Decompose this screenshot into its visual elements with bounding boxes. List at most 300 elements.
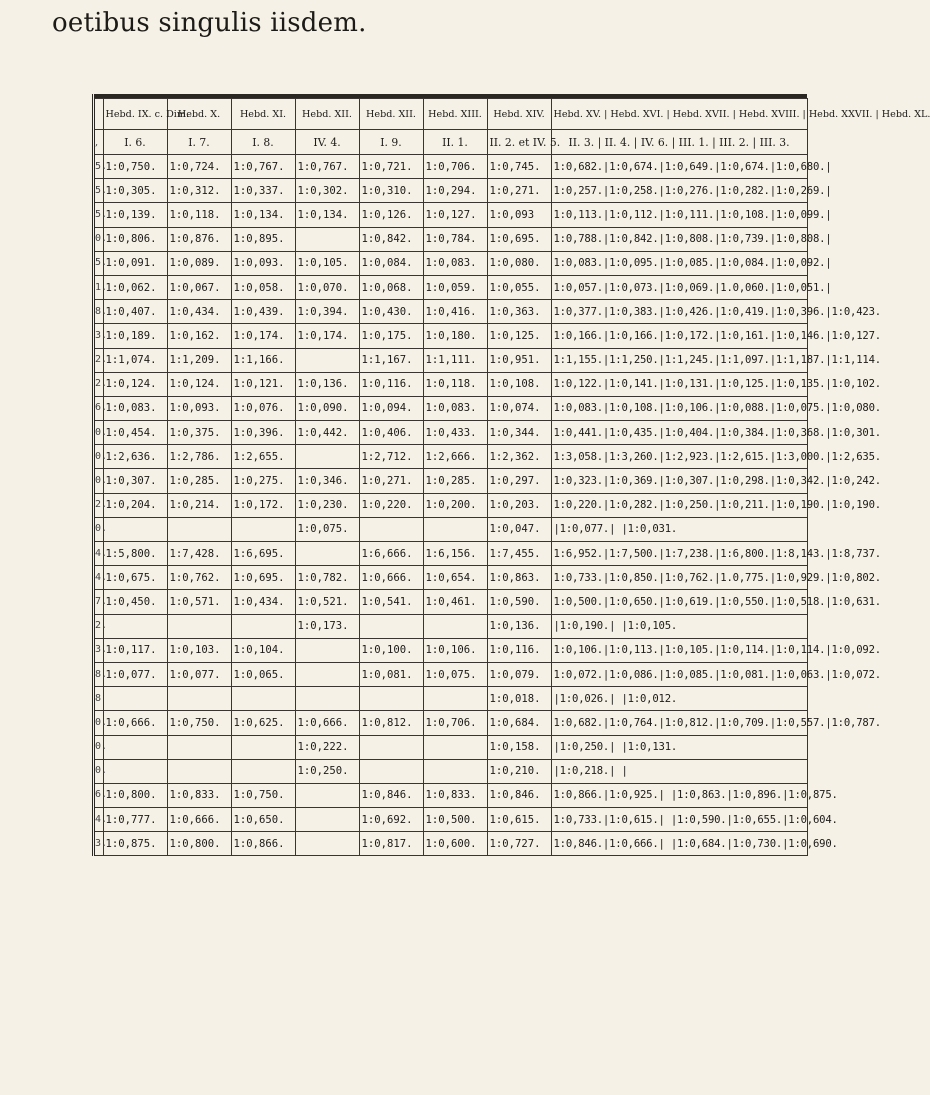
row-number: 1. bbox=[95, 275, 103, 299]
class-label: II. 3. | II. 4. | IV. 6. | III. 1. | III. 2. | III. 3. bbox=[551, 130, 807, 155]
ratio-cell: 1:0,337. bbox=[231, 179, 295, 203]
class-label: I. 8. bbox=[231, 130, 295, 155]
ratio-cell: 1:0,846. bbox=[359, 783, 423, 807]
ratio-sequence-cell: 1:0,866.|1:0,925.| |1:0,863.|1:0,896.|1:0,875. bbox=[551, 783, 807, 807]
ratio-cell: 1:0,500. bbox=[423, 808, 487, 832]
ratio-cell: 1:0,312. bbox=[167, 179, 231, 203]
ratio-cell: 1:0,075. bbox=[423, 662, 487, 686]
ratio-cell bbox=[423, 517, 487, 541]
row-number: 5. bbox=[95, 203, 103, 227]
ratio-cell: 1:0,846. bbox=[487, 783, 551, 807]
ratio-sequence-cell: 1:6,952.|1:7,500.|1:7,238.|1:6,800.|1:8,143.|1:8,737. bbox=[551, 542, 807, 566]
ratio-cell bbox=[167, 614, 231, 638]
ratio-cell: 1:1,074. bbox=[103, 348, 167, 372]
table-row bbox=[95, 493, 807, 517]
row-number: 4. bbox=[95, 808, 103, 832]
row-number: 8. bbox=[95, 662, 103, 686]
ratio-cell bbox=[423, 759, 487, 783]
ratio-cell: 1:0,271. bbox=[487, 179, 551, 203]
ratio-cell: 1:0,745. bbox=[487, 155, 551, 179]
ratio-cell bbox=[359, 759, 423, 783]
row-number: 3. bbox=[95, 832, 103, 856]
ratio-cell: 1:0,433. bbox=[423, 421, 487, 445]
ratio-sequence-cell: |1:0,077.| |1:0,031. bbox=[551, 517, 807, 541]
ratio-cell: 1:0,875. bbox=[103, 832, 167, 856]
ratio-cell: 1:2,786. bbox=[167, 445, 231, 469]
ratio-cell: 1:0,727. bbox=[487, 832, 551, 856]
row-number: 2. bbox=[95, 372, 103, 396]
ratio-cell bbox=[231, 517, 295, 541]
ratio-sequence-cell: 1:0,083.|1:0,095.|1:0,085.|1:0,084.|1:0,092.| bbox=[551, 251, 807, 275]
ratio-cell bbox=[295, 542, 359, 566]
table-row bbox=[95, 155, 807, 179]
class-row-group bbox=[95, 130, 807, 155]
class-label: IV. 4. bbox=[295, 130, 359, 155]
row-number: 5. bbox=[95, 179, 103, 203]
ratio-cell: 1:0,294. bbox=[423, 179, 487, 203]
ratio-cell: 1:0,817. bbox=[359, 832, 423, 856]
ratio-cell bbox=[359, 687, 423, 711]
ratio-cell bbox=[231, 735, 295, 759]
ratio-cell: 1:0,346. bbox=[295, 469, 359, 493]
ratio-cell: 1:0,310. bbox=[359, 179, 423, 203]
ratio-cell: 1:0,363. bbox=[487, 300, 551, 324]
row-number: 0. bbox=[95, 711, 103, 735]
ratio-cell: 1:0,116. bbox=[487, 638, 551, 662]
ratio-cell: 1:0,866. bbox=[231, 832, 295, 856]
ratio-cell: 1:0,117. bbox=[103, 638, 167, 662]
ratio-cell: 1:7,455. bbox=[487, 542, 551, 566]
ratio-cell bbox=[167, 735, 231, 759]
ratio-cell: 1:7,428. bbox=[167, 542, 231, 566]
table-row bbox=[95, 227, 807, 251]
column-header: Hebd. XV. | Hebd. XVI. | Hebd. XVII. | Hebd. XVIII. | Hebd. XXVII. | Hebd. XL. bbox=[551, 99, 807, 130]
ratio-cell: 1:0,106. bbox=[423, 638, 487, 662]
table-row bbox=[95, 348, 807, 372]
page-heading: oetibus singulis iisdem. bbox=[52, 8, 367, 38]
class-label: I. 6. bbox=[103, 130, 167, 155]
table-row bbox=[95, 517, 807, 541]
ratio-cell: 1:0,800. bbox=[103, 783, 167, 807]
ratio-cell: 1:2,636. bbox=[103, 445, 167, 469]
ratio-cell: 1:0,706. bbox=[423, 155, 487, 179]
ratio-cell: 1:0,091. bbox=[103, 251, 167, 275]
row-number: 2. bbox=[95, 493, 103, 517]
ratio-cell: 1:0,302. bbox=[295, 179, 359, 203]
ratio-cell bbox=[295, 662, 359, 686]
class-label: II. 2. et IV. 5. bbox=[487, 130, 551, 155]
table-row bbox=[95, 662, 807, 686]
row-number: 3. bbox=[95, 324, 103, 348]
ratio-cell: 1:0,895. bbox=[231, 227, 295, 251]
ratio-cell: 1:6,695. bbox=[231, 542, 295, 566]
ratio-cell: 1:0,065. bbox=[231, 662, 295, 686]
ratio-cell: 1:0,307. bbox=[103, 469, 167, 493]
ratio-cell: 1:0,450. bbox=[103, 590, 167, 614]
row-number: 0. bbox=[95, 759, 103, 783]
ratio-cell: 1:0,222. bbox=[295, 735, 359, 759]
ratio-cell: 1:0,105. bbox=[295, 251, 359, 275]
row-number: 7. bbox=[95, 590, 103, 614]
ratio-cell: 1:0,375. bbox=[167, 421, 231, 445]
row-number: 0. bbox=[95, 735, 103, 759]
ratio-cell: 1:0,666. bbox=[103, 711, 167, 735]
ratio-cell: 1:0,070. bbox=[295, 275, 359, 299]
ratio-cell: 1:0,571. bbox=[167, 590, 231, 614]
ratio-cell: 1:6,156. bbox=[423, 542, 487, 566]
ratio-cell bbox=[231, 759, 295, 783]
ratio-cell bbox=[359, 735, 423, 759]
ratio-cell bbox=[167, 517, 231, 541]
class-label: I. 7. bbox=[167, 130, 231, 155]
table-row bbox=[95, 445, 807, 469]
ratio-cell: 1:0,394. bbox=[295, 300, 359, 324]
row-number: 6. bbox=[95, 396, 103, 420]
table-row bbox=[95, 711, 807, 735]
ratio-cell: 1:0,692. bbox=[359, 808, 423, 832]
ratio-cell: 1:0,666. bbox=[295, 711, 359, 735]
ratio-cell: 1:0,174. bbox=[295, 324, 359, 348]
ratio-cell bbox=[103, 614, 167, 638]
ratio-sequence-cell: 1:0,733.|1:0,615.| |1:0,590.|1:0,655.|1:0,604. bbox=[551, 808, 807, 832]
ratio-cell: 1:0,434. bbox=[231, 590, 295, 614]
ratio-cell: 1:0,615. bbox=[487, 808, 551, 832]
row-number: 0. bbox=[95, 227, 103, 251]
ratio-cell: 1:1,209. bbox=[167, 348, 231, 372]
table-row bbox=[95, 783, 807, 807]
table-row bbox=[95, 614, 807, 638]
ratio-cell: 1:0,136. bbox=[487, 614, 551, 638]
ratio-sequence-cell: |1:0,250.| |1:0,131. bbox=[551, 735, 807, 759]
ratio-cell: 1:0,089. bbox=[167, 251, 231, 275]
table-row bbox=[95, 396, 807, 420]
ratio-cell: 1:0,139. bbox=[103, 203, 167, 227]
ratio-cell: 1:0,767. bbox=[231, 155, 295, 179]
ratio-cell: 1:0,093. bbox=[231, 251, 295, 275]
ratio-sequence-cell: 1:0,220.|1:0,282.|1:0,250.|1:0,211.|1:0,190.|1:0,190. bbox=[551, 493, 807, 517]
ratio-sequence-cell: 1:0,441.|1:0,435.|1:0,404.|1:0,384.|1:0,368.|1:0,301. bbox=[551, 421, 807, 445]
ratio-cell: 1:0,806. bbox=[103, 227, 167, 251]
row-number: 8 bbox=[95, 687, 103, 711]
row-number: 0. bbox=[95, 469, 103, 493]
ratio-cell: 1:0,136. bbox=[295, 372, 359, 396]
ratio-sequence-cell: 1:0,113.|1:0,112.|1:0,111.|1:0,108.|1:0,099.| bbox=[551, 203, 807, 227]
ratio-cell: 1:0,079. bbox=[487, 662, 551, 686]
ratio-cell: 1:0,951. bbox=[487, 348, 551, 372]
ratio-cell: 1:0,454. bbox=[103, 421, 167, 445]
header-row bbox=[95, 99, 807, 130]
ratio-cell bbox=[295, 227, 359, 251]
ratio-cell: 1:0,461. bbox=[423, 590, 487, 614]
table-row bbox=[95, 203, 807, 227]
ratio-cell bbox=[359, 614, 423, 638]
ratio-table-sheet bbox=[92, 94, 930, 856]
row-number: 0. bbox=[95, 421, 103, 445]
ratio-cell: 1:0,833. bbox=[423, 783, 487, 807]
ratio-cell bbox=[103, 759, 167, 783]
ratio-cell: 1:0,118. bbox=[423, 372, 487, 396]
ratio-cell: 1:0,124. bbox=[167, 372, 231, 396]
ratio-cell: 1:2,362. bbox=[487, 445, 551, 469]
ratio-sequence-cell: 1:0,500.|1:0,650.|1:0,619.|1:0,550.|1:0,518.|1:0,631. bbox=[551, 590, 807, 614]
ratio-cell: 1:0,090. bbox=[295, 396, 359, 420]
row-number: 0. bbox=[95, 517, 103, 541]
table-row bbox=[95, 300, 807, 324]
ratio-cell: 1:0,750. bbox=[103, 155, 167, 179]
ratio-cell bbox=[295, 783, 359, 807]
row-number: 4. bbox=[95, 566, 103, 590]
ratio-sequence-cell: 1:0,377.|1:0,383.|1:0,426.|1:0,419.|1:0,396.|1:0,423. bbox=[551, 300, 807, 324]
ratio-cell: 1:1,111. bbox=[423, 348, 487, 372]
ratio-cell: 1:0,442. bbox=[295, 421, 359, 445]
ratio-sequence-cell: 1:3,058.|1:3,260.|1:2,923.|1:2,615.|1:3,000.|1:2,635. bbox=[551, 445, 807, 469]
table-row bbox=[95, 421, 807, 445]
ratio-cell: 1:0,081. bbox=[359, 662, 423, 686]
ratio-cell: 1:0,210. bbox=[487, 759, 551, 783]
ratio-cell: 1:0,047. bbox=[487, 517, 551, 541]
ratio-cell: 1:0,203. bbox=[487, 493, 551, 517]
ratio-cell bbox=[167, 687, 231, 711]
row-number: 5. bbox=[95, 155, 103, 179]
ratio-cell: 1:0,127. bbox=[423, 203, 487, 227]
ratio-cell bbox=[423, 735, 487, 759]
ratio-cell: 1:0,695. bbox=[487, 227, 551, 251]
ratio-cell: 1:0,104. bbox=[231, 638, 295, 662]
ratio-cell bbox=[231, 687, 295, 711]
ratio-cell: 1:0,800. bbox=[167, 832, 231, 856]
ratio-cell bbox=[359, 517, 423, 541]
ratio-cell bbox=[295, 445, 359, 469]
ratio-cell bbox=[295, 808, 359, 832]
ratio-cell: 1:0,058. bbox=[231, 275, 295, 299]
ratio-cell: 1:0,600. bbox=[423, 832, 487, 856]
ratio-cell bbox=[103, 517, 167, 541]
ratio-cell: 1:0,666. bbox=[167, 808, 231, 832]
ratio-sequence-cell: 1:0,682.|1:0,674.|1:0,649.|1:0,674.|1:0,680.| bbox=[551, 155, 807, 179]
ratio-cell: 1:0,430. bbox=[359, 300, 423, 324]
ratio-cell: 1:0,271. bbox=[359, 469, 423, 493]
ratio-cell: 1:0,162. bbox=[167, 324, 231, 348]
ratio-cell: 1:0,121. bbox=[231, 372, 295, 396]
ratio-cell: 1:0,777. bbox=[103, 808, 167, 832]
ratio-cell: 1:0,118. bbox=[167, 203, 231, 227]
table-row bbox=[95, 275, 807, 299]
ratio-cell: 1:2,712. bbox=[359, 445, 423, 469]
ratio-sequence-cell: 1:0,072.|1:0,086.|1:0,085.|1:0,081.|1:0,063.|1:0,072. bbox=[551, 662, 807, 686]
ratio-cell: 1:0,083. bbox=[423, 396, 487, 420]
row-number: 6. bbox=[95, 783, 103, 807]
ratio-cell bbox=[295, 348, 359, 372]
ratio-cell bbox=[295, 687, 359, 711]
ratio-cell bbox=[231, 614, 295, 638]
ratio-cell: 1:0,416. bbox=[423, 300, 487, 324]
ratio-cell: 1:0,062. bbox=[103, 275, 167, 299]
row-number: 2. bbox=[95, 614, 103, 638]
ratio-cell: 1:0,625. bbox=[231, 711, 295, 735]
class-label: I. 9. bbox=[359, 130, 423, 155]
ratio-cell: 1:0,863. bbox=[487, 566, 551, 590]
ratio-cell: 1:6,666. bbox=[359, 542, 423, 566]
ratio-cell: 1:0,204. bbox=[103, 493, 167, 517]
ratio-sequence-cell: 1:0,257.|1:0,258.|1:0,276.|1:0,282.|1:0,269.| bbox=[551, 179, 807, 203]
ratio-cell: 1:0,103. bbox=[167, 638, 231, 662]
ratio-sequence-cell: 1:1,155.|1:1,250.|1:1,245.|1:1,097.|1:1,187.|1:1,114. bbox=[551, 348, 807, 372]
ratio-cell: 1:0,116. bbox=[359, 372, 423, 396]
ratio-cell: 1:0,075. bbox=[295, 517, 359, 541]
ratio-cell: 1:1,166. bbox=[231, 348, 295, 372]
row-number: 2. bbox=[95, 348, 103, 372]
ratio-cell: 1:0,093. bbox=[167, 396, 231, 420]
ratio-cell bbox=[423, 614, 487, 638]
ratio-cell: 1:0,059. bbox=[423, 275, 487, 299]
data-rows bbox=[95, 155, 881, 856]
column-header: Hebd. XIII. bbox=[423, 99, 487, 130]
ratio-cell: 1:0,173. bbox=[295, 614, 359, 638]
ratio-cell: 1:0,250. bbox=[295, 759, 359, 783]
table-row bbox=[95, 832, 807, 856]
ratio-cell: 1:0,100. bbox=[359, 638, 423, 662]
ratio-cell: 1:0,695. bbox=[231, 566, 295, 590]
ratio-cell bbox=[103, 687, 167, 711]
ratio-cell: 1:0,750. bbox=[167, 711, 231, 735]
ratio-cell: 1:0,305. bbox=[103, 179, 167, 203]
ratio-cell: 1:0,750. bbox=[231, 783, 295, 807]
table-row bbox=[95, 179, 807, 203]
ratio-cell: 1:0,275. bbox=[231, 469, 295, 493]
ratio-cell: 1:0,285. bbox=[423, 469, 487, 493]
ratio-cell: 1:0,084. bbox=[359, 251, 423, 275]
ratio-cell: 1:0,590. bbox=[487, 590, 551, 614]
ratio-cell: 1:0,083. bbox=[103, 396, 167, 420]
ratio-sequence-cell: 1:0,788.|1:0,842.|1:0,808.|1:0,739.|1:0,808.| bbox=[551, 227, 807, 251]
ratio-cell: 1:0,654. bbox=[423, 566, 487, 590]
ratio-cell: 1:0,067. bbox=[167, 275, 231, 299]
ratio-cell: 1:0,762. bbox=[167, 566, 231, 590]
ratio-cell: 1:0,068. bbox=[359, 275, 423, 299]
column-header: Hebd. XII. bbox=[295, 99, 359, 130]
ratio-sequence-cell: |1:0,026.| |1:0,012. bbox=[551, 687, 807, 711]
ratio-cell: 1:0,220. bbox=[359, 493, 423, 517]
column-header: Hebd. IX. c. Dim. bbox=[103, 99, 167, 130]
ratio-cell: 1:0,650. bbox=[231, 808, 295, 832]
ratio-cell: 1:0,782. bbox=[295, 566, 359, 590]
ratio-sequence-cell: 1:0,083.|1:0,108.|1:0,106.|1:0,088.|1:0,075.|1:0,080. bbox=[551, 396, 807, 420]
table-row bbox=[95, 638, 807, 662]
ratio-cell: 1:0,189. bbox=[103, 324, 167, 348]
ratio-cell bbox=[295, 638, 359, 662]
ratio-sequence-cell: |1:0,190.| |1:0,105. bbox=[551, 614, 807, 638]
ratio-cell: 1:0,724. bbox=[167, 155, 231, 179]
ratio-cell: 1:5,800. bbox=[103, 542, 167, 566]
ratio-cell: 1:0,055. bbox=[487, 275, 551, 299]
ratio-cell: 1:0,876. bbox=[167, 227, 231, 251]
ratio-cell: 1:2,655. bbox=[231, 445, 295, 469]
column-header: Hebd. X. bbox=[167, 99, 231, 130]
ratio-cell: 1:0,174. bbox=[231, 324, 295, 348]
ratio-cell: 1:0,842. bbox=[359, 227, 423, 251]
ratio-cell: 1:0,077. bbox=[103, 662, 167, 686]
ratio-cell: 1:0,406. bbox=[359, 421, 423, 445]
ratio-table bbox=[95, 98, 930, 856]
row-number: 8. bbox=[95, 300, 103, 324]
ratio-cell: 1:0,230. bbox=[295, 493, 359, 517]
ratio-cell: 1:0,285. bbox=[167, 469, 231, 493]
row-number: 4. bbox=[95, 542, 103, 566]
ratio-cell: 1:0,125. bbox=[487, 324, 551, 348]
ratio-sequence-cell: 1:0,057.|1:0,073.|1:0,069.|1.0,060.|1:0,051.| bbox=[551, 275, 807, 299]
ratio-cell: 1:0,706. bbox=[423, 711, 487, 735]
ratio-cell: 1:0,833. bbox=[167, 783, 231, 807]
row-number: , bbox=[95, 130, 103, 155]
table-row bbox=[95, 372, 807, 396]
ratio-cell: 1:0,126. bbox=[359, 203, 423, 227]
column-header: Hebd. XII. bbox=[359, 99, 423, 130]
table-row bbox=[95, 735, 807, 759]
ratio-cell: 1:0,812. bbox=[359, 711, 423, 735]
ratio-cell: 1:0,396. bbox=[231, 421, 295, 445]
ratio-sequence-cell: 1:0,733.|1:0,850.|1:0,762.|1.0,775.|1:0,929.|1:0,802. bbox=[551, 566, 807, 590]
ratio-sequence-cell: |1:0,218.| | bbox=[551, 759, 807, 783]
table-row bbox=[95, 469, 807, 493]
ratio-cell: 1:0,666. bbox=[359, 566, 423, 590]
ratio-cell bbox=[423, 687, 487, 711]
ratio-cell: 1:0,134. bbox=[231, 203, 295, 227]
row-number-header bbox=[95, 99, 103, 130]
ratio-cell: 1:0,175. bbox=[359, 324, 423, 348]
ratio-cell: 1:0,076. bbox=[231, 396, 295, 420]
column-header: Hebd. XIV. bbox=[487, 99, 551, 130]
ratio-cell: 1:0,158. bbox=[487, 735, 551, 759]
ratio-cell: 1:0,439. bbox=[231, 300, 295, 324]
ratio-cell: 1:0,214. bbox=[167, 493, 231, 517]
ratio-cell: 1:0,684. bbox=[487, 711, 551, 735]
ratio-cell: 1:0,675. bbox=[103, 566, 167, 590]
ratio-cell: 1:0,344. bbox=[487, 421, 551, 445]
ratio-cell: 1:0,134. bbox=[295, 203, 359, 227]
ratio-sequence-cell: 1:0,122.|1:0,141.|1:0,131.|1:0,125.|1:0,135.|1:0,102. bbox=[551, 372, 807, 396]
ratio-sequence-cell: 1:0,166.|1:0,166.|1:0,172.|1:0,161.|1:0,146.|1:0,127. bbox=[551, 324, 807, 348]
class-row bbox=[95, 130, 807, 155]
ratio-cell: 1:0,094. bbox=[359, 396, 423, 420]
table-row bbox=[95, 566, 807, 590]
ratio-cell bbox=[295, 832, 359, 856]
row-number: 3. bbox=[95, 638, 103, 662]
column-header: Hebd. XI. bbox=[231, 99, 295, 130]
ratio-cell: 1:0,124. bbox=[103, 372, 167, 396]
ratio-cell: 1:0,721. bbox=[359, 155, 423, 179]
ratio-cell bbox=[167, 759, 231, 783]
ratio-cell bbox=[103, 735, 167, 759]
ratio-cell: 1:0,083. bbox=[423, 251, 487, 275]
table-row bbox=[95, 590, 807, 614]
ratio-cell: 1:0,093 bbox=[487, 203, 551, 227]
ratio-cell: 1:1,167. bbox=[359, 348, 423, 372]
ratio-sequence-cell: 1:0,846.|1:0,666.| |1:0,684.|1:0,730.|1:0,690. bbox=[551, 832, 807, 856]
table-row bbox=[95, 808, 807, 832]
row-number: 5. bbox=[95, 251, 103, 275]
ratio-cell: 1:0,077. bbox=[167, 662, 231, 686]
ratio-cell: 1:0,018. bbox=[487, 687, 551, 711]
table-row bbox=[95, 251, 807, 275]
row-number: 0. bbox=[95, 445, 103, 469]
ratio-sequence-cell: 1:0,323.|1:0,369.|1:0,307.|1:0,298.|1:0,342.|1:0,242. bbox=[551, 469, 807, 493]
ratio-cell: 1:0,108. bbox=[487, 372, 551, 396]
ratio-sequence-cell: 1:0,106.|1:0,113.|1:0,105.|1:0,114.|1:0,114.|1:0,092. bbox=[551, 638, 807, 662]
ratio-cell: 1:0,172. bbox=[231, 493, 295, 517]
ratio-cell: 1:0,200. bbox=[423, 493, 487, 517]
ratio-cell: 1:0,074. bbox=[487, 396, 551, 420]
table-row bbox=[95, 687, 807, 711]
